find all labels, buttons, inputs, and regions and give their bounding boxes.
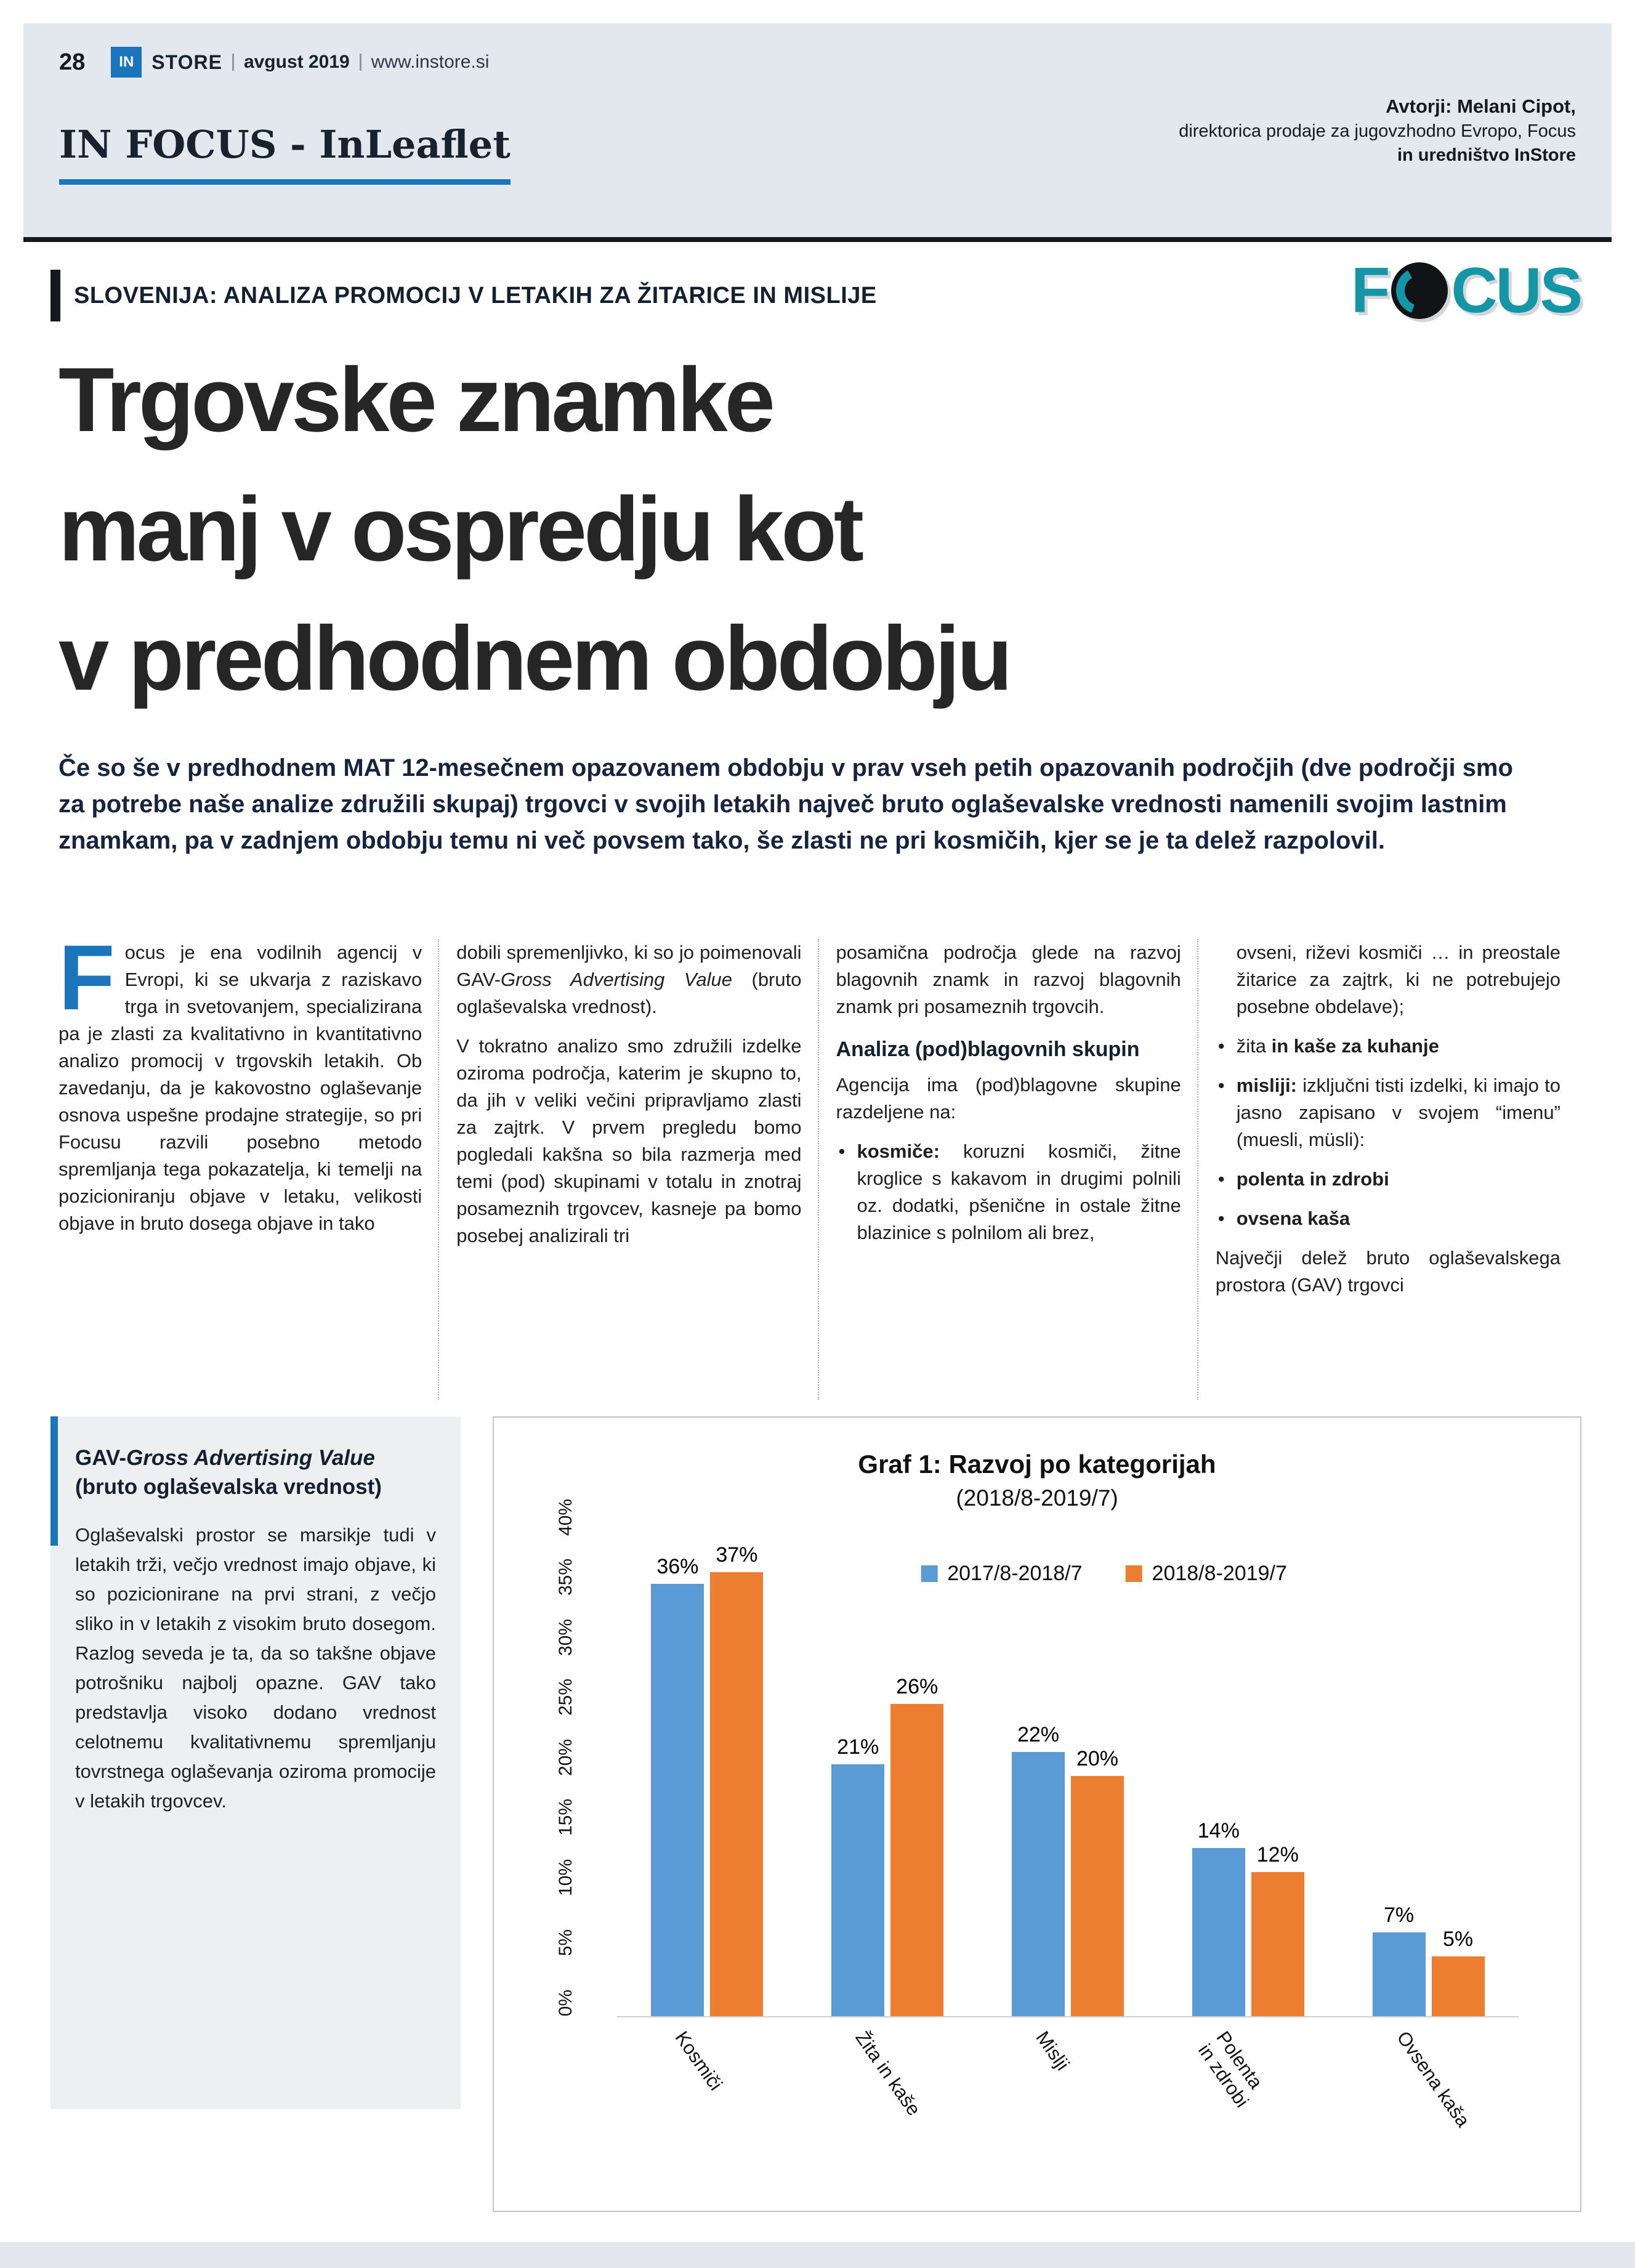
- authors-line-3: in uredništvo InStore: [1397, 145, 1576, 165]
- instore-logo-icon: IN: [111, 47, 142, 78]
- bullet-term: ovsena kaša: [1236, 1208, 1350, 1230]
- article-column-4: [1197, 939, 1576, 1400]
- legend-label: 2018/8-2019/7: [1152, 1562, 1287, 1585]
- dropcap: F: [59, 939, 115, 1029]
- bar: [710, 1572, 763, 2017]
- article-column-2: [438, 939, 817, 1400]
- legend-swatch: [1126, 1565, 1142, 1582]
- bar-with-label: [1432, 1536, 1485, 2016]
- paragraph-text: (bruto oglaševalska vrednost).: [456, 969, 802, 1018]
- x-tick-label: Žita in kaše: [851, 2027, 926, 2120]
- bar-group: [1338, 1536, 1519, 2016]
- article-headline: [59, 336, 1009, 724]
- kicker: [50, 270, 877, 321]
- x-tick-label: Ovsena kaša: [1392, 2027, 1474, 2131]
- bar-value-label: 14%: [1197, 1819, 1240, 1842]
- bar: [1192, 1848, 1245, 2016]
- bar-with-label: [890, 1536, 943, 2016]
- bar-with-label: [651, 1536, 704, 2016]
- bar: [1251, 1872, 1304, 2016]
- y-tick-label: 20%: [555, 1738, 576, 1776]
- y-tick-label: 15%: [555, 1799, 576, 1836]
- paragraph-text: ocus je ena vodilnih agencij v Evropi, ki se ukvarja z raziskavo trga in svetovanjem, specializirana pa je zlasti za kvalitativno in kvantitativno analizo promocij v trgovskih letakih. Ob zavedanju, da je kakovostno oglaševanje osnova uspešne prodajne strategije, so pri Focusu razvili posebno metodo spremljanja tega pokazatelja, ki temelji na pozicioniranju objave v letaku, velikosti objave in bruto dosega objave in tako: [59, 942, 422, 1235]
- bar-with-label: [1012, 1536, 1065, 2016]
- masthead-store-label: STORE: [151, 50, 222, 73]
- y-tick-label: 0%: [555, 1989, 576, 2016]
- masthead: [59, 47, 1576, 78]
- x-tick-label: Polenta in zdrobi: [1193, 2027, 1267, 2112]
- chart-subtitle: (2018/8-2019/7): [956, 1485, 1118, 1511]
- chart-plot: [555, 1498, 1519, 2131]
- gav-box-title: [75, 1443, 436, 1502]
- bullet-term: polenta in zdrobi: [1236, 1168, 1389, 1190]
- bar-value-label: 20%: [1076, 1747, 1119, 1770]
- masthead-issue-date: avgust 2019: [243, 52, 350, 72]
- x-tick-label: Mislji: [1031, 2027, 1074, 2075]
- y-tick-label: 5%: [555, 1929, 576, 1956]
- authors-line-1: Avtorji: Melani Cipot,: [1386, 95, 1576, 117]
- y-tick-label: 30%: [555, 1618, 576, 1656]
- chart-legend: [921, 1562, 1287, 1586]
- paragraph: Agencija ima (pod)blagovne skupine razdeljene na:: [836, 1073, 1181, 1123]
- paragraph: [456, 939, 801, 1020]
- chart-x-axis: [617, 2016, 1519, 2158]
- paragraph: [59, 939, 422, 1237]
- authors-block: [1179, 94, 1576, 185]
- bullet-item: [1216, 1205, 1560, 1232]
- bar-with-label: [1192, 1536, 1245, 2016]
- legend-label: 2017/8-2018/7: [947, 1562, 1083, 1585]
- x-tick-label: Kosmiči: [671, 2027, 727, 2094]
- bullet-text: koruzni kosmiči, žitne kroglice s kakavom in drugimi polnili oz. dodatki, pšenične in ostale žitne blazinice s polnilom ali brez,: [857, 1140, 1181, 1243]
- bar-with-label: [710, 1536, 763, 2016]
- bar: [831, 1764, 884, 2017]
- bar-with-label: [1071, 1536, 1124, 2016]
- bar: [1071, 1776, 1124, 2016]
- authors-line-2: direktorica prodaje za jugovzhodno Evropo, Focus: [1179, 121, 1576, 141]
- bar-value-label: 37%: [716, 1543, 758, 1567]
- bullet-text: žita: [1236, 1035, 1272, 1057]
- bullet-term: misliji:: [1236, 1075, 1297, 1097]
- bar-group: [797, 1536, 978, 2016]
- legend-swatch: [921, 1565, 937, 1582]
- focus-logo: [1350, 255, 1581, 326]
- paragraph: posamična področja glede na razvoj blagovnih znamk in razvoj blagovnih znamk pri posameznih trgovcih.: [836, 942, 1181, 1018]
- article-column-3: [818, 939, 1197, 1400]
- bullet-item: [836, 1138, 1181, 1246]
- chart-box: [493, 1416, 1581, 2212]
- bar-value-label: 26%: [896, 1675, 939, 1698]
- chart-bars: [617, 1536, 1519, 2016]
- bar: [1432, 1956, 1485, 2017]
- headline-line-1: Trgovske znamke: [59, 349, 772, 451]
- gav-definition-box: [50, 1416, 461, 2109]
- y-tick-label: 35%: [555, 1559, 576, 1596]
- bar-value-label: 5%: [1443, 1927, 1474, 1951]
- bar-value-label: 21%: [837, 1735, 879, 1759]
- bar: [1373, 1932, 1426, 2017]
- bullet-item: [1216, 1166, 1560, 1193]
- bullet-item: [1216, 1072, 1560, 1153]
- kicker-text: SLOVENIJA: ANALIZA PROMOCIJ V LETAKIH ZA ŽITARICE IN MISLIJE: [74, 282, 877, 309]
- page-bottom-edge: [0, 2242, 1635, 2268]
- bar-value-label: 7%: [1384, 1903, 1415, 1927]
- masthead-divider: [360, 54, 361, 71]
- article-lead: Če so še v predhodnem MAT 12-mesečnem opazovanem obdobju v prav vseh petih opazovanih področjih (dve področji smo za potrebe naše analize združili skupaj) trgovci v svojih letakih največ bruto oglaševalske vrednosti namenili svojim lastnim znamkam, pa v zadnjem obdobju temu ni več povsem tako, še zlasti ne pri kosmičih, kjer se je ta delež razpolovil.: [59, 754, 1513, 854]
- bullet-term: kosmiče:: [857, 1140, 940, 1162]
- headline-line-3: v predhodnem obdobju: [59, 608, 1010, 710]
- article-column-1: [59, 939, 438, 1400]
- page-number: 28: [59, 49, 86, 75]
- y-tick-label: 40%: [555, 1498, 576, 1536]
- y-tick-label: 10%: [555, 1858, 576, 1896]
- bar: [890, 1704, 943, 2016]
- paragraph: Največji delež bruto oglaševalskega prostora (GAV) trgovci: [1215, 1247, 1560, 1296]
- bar-value-label: 12%: [1256, 1843, 1299, 1866]
- gav-box-title-part: GAV-: [75, 1446, 126, 1470]
- bar-group: [978, 1536, 1158, 2016]
- page-header: [23, 23, 1612, 242]
- bar-with-label: [1251, 1536, 1304, 2016]
- focus-logo-cus: CUS: [1451, 255, 1581, 326]
- bullet-item: [1216, 1033, 1560, 1060]
- legend-item: [921, 1562, 1082, 1586]
- headline-line-2: manj v ospredju kot: [59, 478, 862, 581]
- y-tick-label: 25%: [555, 1679, 576, 1716]
- masthead-website: www.instore.si: [371, 52, 490, 72]
- article-body-columns: [59, 939, 1576, 1400]
- focus-logo-f: F: [1350, 255, 1389, 326]
- focus-logo-o-icon: [1391, 262, 1448, 319]
- paragraph: ovseni, riževi kosmiči … in preostale žitarice za zajtrk, ki ne potrebujejo posebne obdelave);: [1236, 942, 1560, 1018]
- paragraph: V tokratno analizo smo združili izdelke oziroma področja, katerim je skupno to, da jih v veliki večini pripravljamo zlasti za zajtrk. V prvem pregledu bomo pogledali kakšna so bila razmerja med temi (pod) skupinami v totalu in znotraj posameznih trgovcev, kasneje pa bomo posebej analizirali tri: [456, 1035, 802, 1247]
- chart-title: Graf 1: Razvoj po kategorijah: [858, 1450, 1216, 1479]
- bar-group: [1158, 1536, 1338, 2016]
- paragraph-text-italic: Gross Advertising Value: [501, 969, 733, 991]
- kicker-bar: [50, 270, 60, 321]
- bar-group: [617, 1536, 797, 2016]
- paragraph-text: dobili spremenljivko, ki so jo poimenovali GAV-: [456, 942, 802, 991]
- bar-value-label: 36%: [656, 1555, 699, 1578]
- bar: [651, 1584, 704, 2016]
- header-title-row: [59, 94, 1576, 185]
- gav-box-title-part: (bruto oglaševalska vrednost): [75, 1475, 382, 1499]
- subheading: Analiza (pod)blagovnih skupin: [836, 1038, 1140, 1062]
- bar-with-label: [1373, 1536, 1426, 2016]
- gav-box-body: Oglaševalski prostor se marsikje tudi v letakih trži, večjo vrednost imajo objave, ki so pozicionirane na prvi strani, z večjo sliko in v letakih z visokim bruto dosegom. Razlog seveda je ta, da so takšne objave potrošniku najbolj opazne. GAV tako predstavlja visoko dodano vrednost celotnemu kvalitativnemu spremljanju tovrstnega oglaševanja oziroma promocije v letakih trgovcev.: [75, 1523, 436, 1812]
- section-title: IN FOCUS - InLeaflet: [59, 122, 511, 185]
- bar-value-label: 22%: [1017, 1723, 1060, 1746]
- legend-item: [1126, 1562, 1287, 1586]
- bullet-term: in kaše za kuhanje: [1271, 1035, 1439, 1057]
- bar-with-label: [831, 1536, 884, 2016]
- bullet-text: izključni tisti izdelki, ki imajo to jasno zapisano v svojem “imenu” (muesli, müsli):: [1236, 1075, 1560, 1151]
- masthead-divider: [232, 54, 234, 71]
- bar: [1012, 1752, 1065, 2016]
- gav-box-title-italic: Gross Advertising Value: [126, 1446, 375, 1470]
